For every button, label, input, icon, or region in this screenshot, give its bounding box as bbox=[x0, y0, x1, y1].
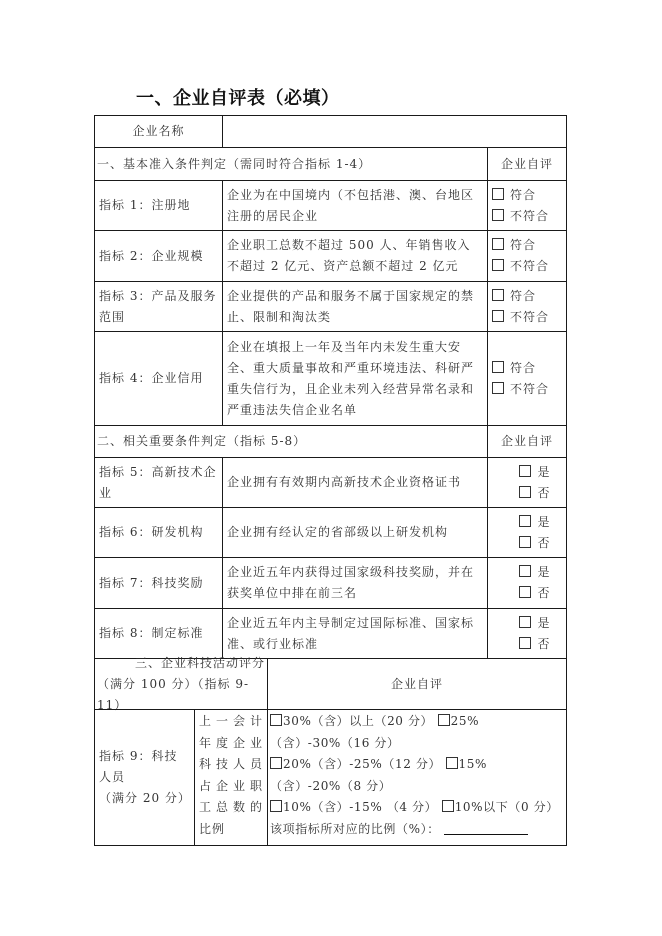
section2-eval-header bbox=[487, 425, 567, 458]
option-label: 不符合 bbox=[510, 208, 550, 223]
checkbox-icon[interactable] bbox=[519, 565, 531, 577]
option-no[interactable] bbox=[519, 483, 550, 504]
checkbox-icon[interactable] bbox=[492, 188, 504, 200]
option-label: 符合 bbox=[510, 187, 537, 202]
option-label: 25%（含）-30%（16 分） bbox=[270, 714, 480, 750]
section1-header-text: 一、基本准入条件判定（需同时符合指标 1-4） bbox=[97, 156, 372, 171]
option-label: 10%以下（0 分） bbox=[454, 800, 559, 814]
option-10-15[interactable] bbox=[270, 800, 437, 814]
indicator-label-text: 指标 5：高新技术企业 bbox=[99, 464, 217, 500]
indicator-2-desc bbox=[222, 230, 488, 282]
option-no[interactable] bbox=[519, 533, 550, 554]
indicator-1-desc bbox=[222, 180, 488, 231]
indicator-label-text: 指标 2：企业规模 bbox=[99, 248, 204, 263]
indicator-label-text: 指标 1：注册地 bbox=[99, 198, 191, 212]
indicator-desc-text: 企业近五年内获得过国家级科技奖励，并在获奖单位中排在前三名 bbox=[227, 565, 475, 600]
checkbox-icon[interactable] bbox=[492, 209, 504, 221]
option-label: 符合 bbox=[510, 288, 537, 303]
company-name-field[interactable] bbox=[222, 115, 567, 148]
section2-header bbox=[94, 425, 488, 458]
checkbox-icon[interactable] bbox=[492, 382, 504, 394]
section3-eval-header bbox=[267, 658, 567, 710]
section3-header-line2: （满分 100 分）（指标 9-11） bbox=[97, 676, 250, 712]
section2-eval-header-text: 企业自评 bbox=[500, 434, 553, 448]
option-label: 否 bbox=[537, 636, 551, 651]
criteria-line: 年度企业 bbox=[199, 735, 263, 750]
checkbox-icon[interactable] bbox=[492, 238, 504, 250]
checkbox-icon[interactable] bbox=[519, 616, 531, 628]
page-title: 一、企业自评表（必填） bbox=[136, 88, 340, 109]
option-label: 20%（含）-25%（12 分） bbox=[283, 757, 442, 771]
indicator-9-label-line1: 指标 9：科技人员 bbox=[99, 749, 178, 784]
checkbox-icon[interactable] bbox=[519, 486, 531, 498]
option-conform[interactable] bbox=[492, 358, 549, 379]
option-yes[interactable] bbox=[519, 512, 550, 533]
option-label: 否 bbox=[537, 535, 551, 550]
option-not-conform[interactable] bbox=[492, 307, 549, 328]
indicator-7-eval bbox=[487, 557, 567, 609]
indicator-label-text: 指标 3：产品及服务范围 bbox=[99, 288, 217, 324]
option-not-conform[interactable] bbox=[492, 256, 549, 277]
option-label: 15%（含）-20%（8 分） bbox=[270, 757, 487, 793]
section1-header bbox=[94, 147, 488, 181]
checkbox-icon[interactable] bbox=[270, 757, 282, 769]
indicator-8-desc bbox=[222, 608, 488, 659]
indicator-7-desc bbox=[222, 557, 488, 609]
indicator-2-eval bbox=[487, 230, 567, 282]
indicator-6-desc bbox=[222, 507, 488, 558]
checkbox-icon[interactable] bbox=[492, 361, 504, 373]
checkbox-icon[interactable] bbox=[446, 757, 458, 769]
checkbox-icon[interactable] bbox=[438, 714, 450, 726]
option-label: 是 bbox=[537, 615, 551, 630]
option-not-conform[interactable] bbox=[492, 206, 549, 227]
option-conform[interactable] bbox=[492, 286, 549, 307]
checkbox-icon[interactable] bbox=[492, 289, 504, 301]
option-not-conform[interactable] bbox=[492, 379, 549, 400]
option-label: 不符合 bbox=[510, 381, 550, 396]
indicator-6-label bbox=[94, 507, 223, 558]
indicator-9-eval bbox=[267, 709, 567, 846]
indicator-9-label-line2: （满分 20 分） bbox=[99, 791, 191, 805]
section3-eval-header-text: 企业自评 bbox=[390, 676, 443, 691]
indicator-3-desc bbox=[222, 281, 488, 332]
option-30-plus[interactable] bbox=[270, 714, 433, 728]
checkbox-icon[interactable] bbox=[492, 259, 504, 271]
option-yes[interactable] bbox=[519, 613, 550, 634]
checkbox-icon[interactable] bbox=[270, 714, 282, 726]
indicator-4-desc bbox=[222, 331, 488, 426]
indicator-6-eval bbox=[487, 507, 567, 558]
section2-header-text: 二、相关重要条件判定（指标 5-8） bbox=[97, 434, 307, 448]
section3-header-line1: 三、企业科技活动评分 bbox=[134, 655, 265, 670]
option-20-25[interactable] bbox=[270, 757, 441, 771]
option-label: 是 bbox=[537, 514, 551, 529]
indicator-9-criteria bbox=[194, 709, 268, 846]
indicator-3-label bbox=[94, 281, 223, 332]
indicator-label-text: 指标 7：科技奖励 bbox=[99, 575, 204, 590]
option-yes[interactable] bbox=[519, 462, 550, 483]
indicator-desc-text: 企业近五年内主导制定过国际标准、国家标准、或行业标准 bbox=[227, 615, 475, 651]
indicator-5-label bbox=[94, 457, 223, 508]
option-no[interactable] bbox=[519, 583, 550, 604]
indicator-2-label bbox=[94, 230, 223, 282]
indicator-9-label bbox=[94, 709, 195, 846]
indicator-desc-text: 企业拥有经认定的省部级以上研发机构 bbox=[227, 525, 449, 539]
option-label: 10%（含）-15% （4 分） bbox=[283, 800, 438, 814]
indicator-1-eval bbox=[487, 180, 567, 231]
company-name-label bbox=[94, 115, 223, 148]
indicator-4-label bbox=[94, 331, 223, 426]
checkbox-icon[interactable] bbox=[492, 310, 504, 322]
indicator-desc-text: 企业提供的产品和服务不属于国家规定的禁止、限制和淘汰类 bbox=[227, 288, 475, 324]
indicator-desc-text: 企业在填报上一年及当年内未发生重大安全、重大质量事故和严重环境违法、科研严重失信行为，且企业未列入经营异常名录和严重违法失信企业名单 bbox=[227, 339, 475, 417]
option-conform[interactable] bbox=[492, 185, 549, 206]
indicator-5-desc bbox=[222, 457, 488, 508]
indicator-label-text: 指标 8：制定标准 bbox=[99, 626, 204, 640]
checkbox-icon[interactable] bbox=[519, 586, 531, 598]
option-label: 符合 bbox=[510, 360, 537, 375]
option-label: 否 bbox=[537, 485, 551, 500]
checkbox-icon[interactable] bbox=[270, 800, 282, 812]
indicator-desc-text: 企业拥有有效期内高新技术企业资格证书 bbox=[227, 475, 462, 489]
company-name-label-text: 企业名称 bbox=[132, 124, 185, 138]
indicator-4-eval bbox=[487, 331, 567, 426]
checkbox-icon[interactable] bbox=[442, 800, 454, 812]
criteria-line: 占企业职 bbox=[199, 778, 263, 793]
checkbox-icon[interactable] bbox=[519, 515, 531, 527]
option-label: 30%（含）以上（20 分） bbox=[283, 714, 434, 728]
ratio-label: 该项指标所对应的比例（%）： bbox=[270, 821, 440, 836]
indicator-label-text: 指标 6：研发机构 bbox=[99, 525, 204, 539]
option-label: 不符合 bbox=[510, 309, 550, 324]
criteria-line: 比例 bbox=[199, 821, 226, 836]
option-label: 否 bbox=[537, 586, 551, 600]
section1-eval-header bbox=[487, 147, 567, 181]
indicator-8-eval bbox=[487, 608, 567, 659]
ratio-input[interactable] bbox=[444, 820, 528, 835]
option-label: 是 bbox=[537, 464, 551, 479]
criteria-line: 工总数的 bbox=[199, 800, 263, 814]
option-label: 不符合 bbox=[510, 259, 550, 273]
indicator-desc-text: 企业职工总数不超过 500 人、年销售收入不超过 2 亿元、资产总额不超过 2 亿元 bbox=[227, 238, 471, 273]
indicator-label-text: 指标 4：企业信用 bbox=[99, 371, 204, 385]
indicator-5-eval bbox=[487, 457, 567, 508]
option-label: 是 bbox=[537, 565, 551, 579]
indicator-3-eval bbox=[487, 281, 567, 332]
option-label: 符合 bbox=[510, 238, 537, 252]
indicator-8-label bbox=[94, 608, 223, 659]
checkbox-icon[interactable] bbox=[519, 465, 531, 477]
criteria-line: 上一会计 bbox=[199, 714, 263, 728]
section3-header bbox=[94, 655, 268, 712]
option-conform[interactable] bbox=[492, 235, 549, 256]
indicator-7-label bbox=[94, 557, 223, 609]
indicator-1-label bbox=[94, 180, 223, 231]
indicator-desc-text: 企业为在中国境内（不包括港、澳、台地区注册的居民企业 bbox=[227, 187, 475, 223]
option-yes[interactable] bbox=[519, 562, 550, 583]
checkbox-icon[interactable] bbox=[519, 637, 531, 649]
section1-eval-header-text: 企业自评 bbox=[500, 156, 553, 171]
option-no[interactable] bbox=[519, 634, 550, 655]
checkbox-icon[interactable] bbox=[519, 536, 531, 548]
criteria-line: 科技人员 bbox=[199, 757, 263, 771]
option-below-10[interactable] bbox=[442, 800, 559, 814]
